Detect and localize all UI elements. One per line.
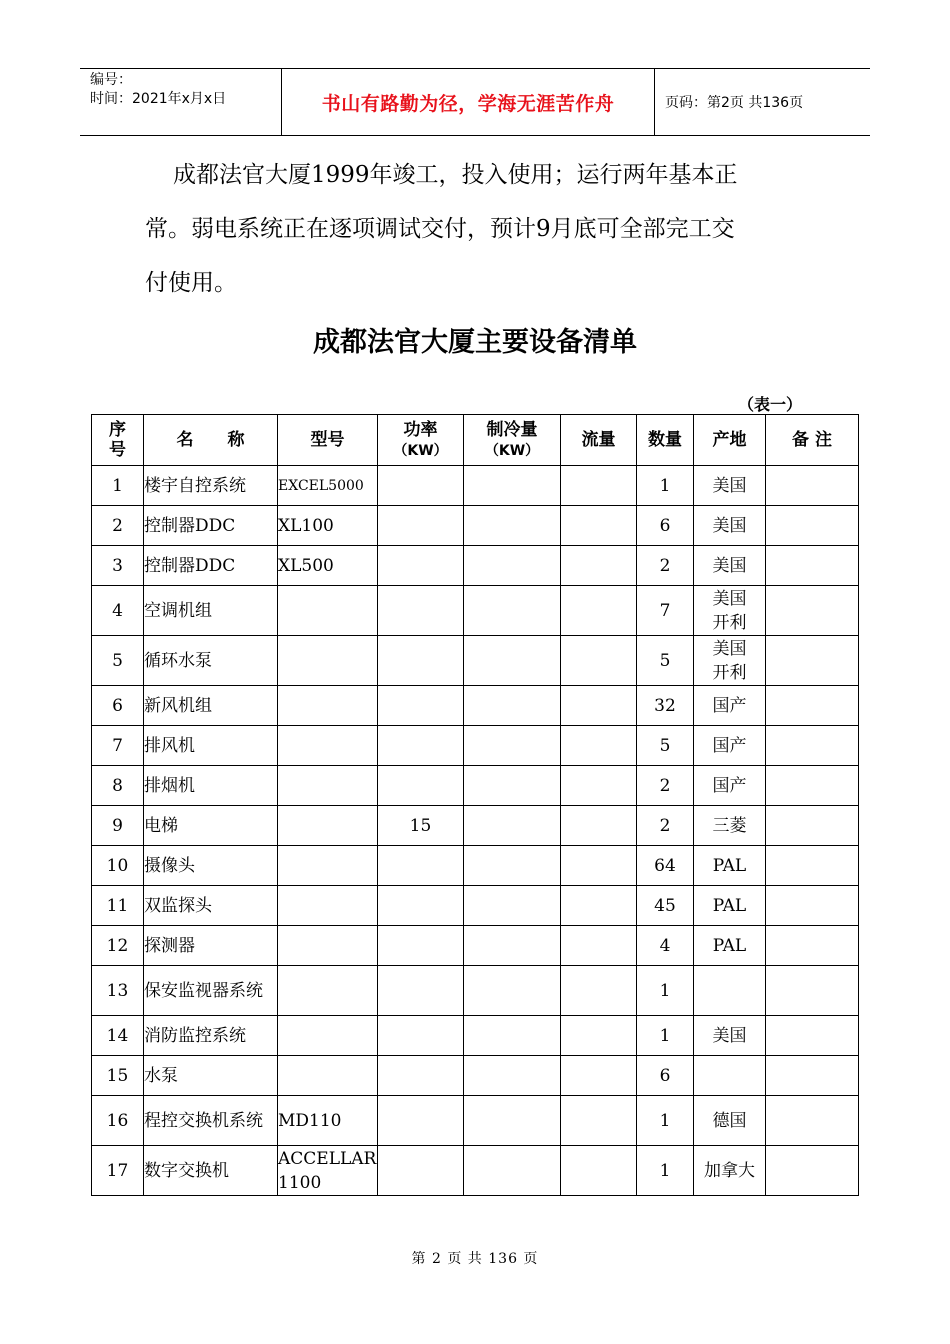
cell-origin: 美国 bbox=[694, 1016, 766, 1056]
cell-cooling bbox=[464, 846, 561, 886]
cell-qty: 45 bbox=[637, 886, 694, 926]
cell-origin: 美国 bbox=[694, 506, 766, 546]
cell-power bbox=[378, 506, 464, 546]
cell-cooling bbox=[464, 766, 561, 806]
cell-name: 探测器 bbox=[144, 926, 278, 966]
cell-model bbox=[278, 766, 378, 806]
cell-power bbox=[378, 1056, 464, 1096]
cell-remark bbox=[766, 1056, 859, 1096]
col-remark: 备 注 bbox=[766, 415, 859, 466]
cell-cooling bbox=[464, 886, 561, 926]
cell-no: 7 bbox=[92, 726, 144, 766]
cell-cooling bbox=[464, 806, 561, 846]
cell-name: 数字交换机 bbox=[144, 1146, 278, 1196]
cell-power bbox=[378, 846, 464, 886]
cell-no: 9 bbox=[92, 806, 144, 846]
cell-flow bbox=[561, 506, 637, 546]
table-row bbox=[92, 546, 859, 586]
cell-flow bbox=[561, 1016, 637, 1056]
cell-remark bbox=[766, 586, 859, 636]
cell-name: 空调机组 bbox=[144, 586, 278, 636]
cell-cooling bbox=[464, 966, 561, 1016]
cell-model bbox=[278, 846, 378, 886]
table-row bbox=[92, 1096, 859, 1146]
cell-qty: 32 bbox=[637, 686, 694, 726]
cell-qty: 5 bbox=[637, 726, 694, 766]
cell-power bbox=[378, 886, 464, 926]
cell-power bbox=[378, 546, 464, 586]
cell-flow bbox=[561, 1056, 637, 1096]
cell-origin: PAL bbox=[694, 886, 766, 926]
cell-cooling bbox=[464, 636, 561, 686]
cell-cooling bbox=[464, 1016, 561, 1056]
cell-qty: 1 bbox=[637, 966, 694, 1016]
date-label: 时间：2021年x月x日 bbox=[90, 91, 227, 107]
cell-origin: 加拿大 bbox=[694, 1146, 766, 1196]
intro-line-2: 常。弱电系统正在逐项调试交付，预计9月底可全部完工交 bbox=[145, 216, 735, 242]
cell-no: 5 bbox=[92, 636, 144, 686]
cell-flow bbox=[561, 1096, 637, 1146]
cell-flow bbox=[561, 806, 637, 846]
cell-power bbox=[378, 766, 464, 806]
cell-flow bbox=[561, 926, 637, 966]
cell-name: 程控交换机系统 bbox=[144, 1096, 278, 1146]
cell-cooling bbox=[464, 506, 561, 546]
cell-no: 8 bbox=[92, 766, 144, 806]
cell-qty: 1 bbox=[637, 1016, 694, 1056]
cell-no: 15 bbox=[92, 1056, 144, 1096]
cell-remark bbox=[766, 926, 859, 966]
cell-no: 1 bbox=[92, 466, 144, 506]
cell-power bbox=[378, 1146, 464, 1196]
page-footer: 第 2 页 共 136 页 bbox=[411, 1251, 539, 1267]
cell-flow bbox=[561, 1146, 637, 1196]
cell-remark bbox=[766, 506, 859, 546]
table-row bbox=[92, 1016, 859, 1056]
table-row bbox=[92, 636, 859, 686]
cell-flow bbox=[561, 846, 637, 886]
cell-qty: 2 bbox=[637, 766, 694, 806]
cell-flow bbox=[561, 766, 637, 806]
cell-model: EXCEL5000 bbox=[278, 466, 378, 506]
cell-no: 14 bbox=[92, 1016, 144, 1056]
cell-origin: PAL bbox=[694, 846, 766, 886]
cell-cooling bbox=[464, 926, 561, 966]
cell-no: 11 bbox=[92, 886, 144, 926]
cell-power bbox=[378, 586, 464, 636]
cell-origin: PAL bbox=[694, 926, 766, 966]
table-note: （表一） bbox=[738, 395, 803, 414]
cell-model: ACCELLAR 1100 bbox=[278, 1146, 378, 1196]
table-header-row bbox=[92, 415, 859, 466]
cell-name: 双监探头 bbox=[144, 886, 278, 926]
table-row bbox=[92, 1146, 859, 1196]
table-row bbox=[92, 466, 859, 506]
cell-qty: 1 bbox=[637, 1096, 694, 1146]
cell-qty: 7 bbox=[637, 586, 694, 636]
header-meta bbox=[80, 69, 282, 135]
col-cooling: 制冷量 （KW） bbox=[464, 415, 561, 466]
table-row bbox=[92, 1056, 859, 1096]
table-row bbox=[92, 846, 859, 886]
cell-origin: 三菱 bbox=[694, 806, 766, 846]
cell-model bbox=[278, 586, 378, 636]
cell-flow bbox=[561, 966, 637, 1016]
cell-name: 控制器DDC bbox=[144, 506, 278, 546]
cell-flow bbox=[561, 636, 637, 686]
table-title: 成都法官大厦主要设备清单 bbox=[313, 327, 637, 358]
header-page-info: 页码：第2页 共136页 bbox=[665, 95, 804, 111]
cell-origin: 国产 bbox=[694, 726, 766, 766]
cell-cooling bbox=[464, 586, 561, 636]
cell-qty: 5 bbox=[637, 636, 694, 686]
cell-remark bbox=[766, 636, 859, 686]
cell-flow bbox=[561, 726, 637, 766]
cell-power bbox=[378, 1016, 464, 1056]
cell-remark bbox=[766, 806, 859, 846]
cell-power bbox=[378, 726, 464, 766]
intro-paragraph bbox=[145, 148, 813, 310]
col-name: 名 称 bbox=[144, 415, 278, 466]
cell-cooling bbox=[464, 466, 561, 506]
cell-cooling bbox=[464, 1056, 561, 1096]
cell-origin: 美国 开利 bbox=[694, 636, 766, 686]
cell-model bbox=[278, 726, 378, 766]
cell-name: 摄像头 bbox=[144, 846, 278, 886]
cell-no: 10 bbox=[92, 846, 144, 886]
cell-origin: 国产 bbox=[694, 766, 766, 806]
cell-power bbox=[378, 926, 464, 966]
cell-model: MD110 bbox=[278, 1096, 378, 1146]
cell-model bbox=[278, 966, 378, 1016]
cell-name: 水泵 bbox=[144, 1056, 278, 1096]
cell-origin: 美国 开利 bbox=[694, 586, 766, 636]
cell-remark bbox=[766, 1096, 859, 1146]
equipment-table bbox=[91, 414, 859, 1196]
cell-no: 16 bbox=[92, 1096, 144, 1146]
cell-cooling bbox=[464, 1146, 561, 1196]
col-seq: 序 号 bbox=[92, 415, 144, 466]
cell-origin bbox=[694, 966, 766, 1016]
cell-model bbox=[278, 686, 378, 726]
cell-model bbox=[278, 1016, 378, 1056]
cell-name: 控制器DDC bbox=[144, 546, 278, 586]
cell-remark bbox=[766, 966, 859, 1016]
header-motto: 书山有路勤为径，学海无涯苦作舟 bbox=[282, 69, 655, 135]
cell-model bbox=[278, 636, 378, 686]
table-row bbox=[92, 966, 859, 1016]
cell-origin: 美国 bbox=[694, 466, 766, 506]
cell-remark bbox=[766, 886, 859, 926]
cell-model bbox=[278, 1056, 378, 1096]
cell-no: 12 bbox=[92, 926, 144, 966]
cell-flow bbox=[561, 886, 637, 926]
cell-cooling bbox=[464, 686, 561, 726]
cell-flow bbox=[561, 546, 637, 586]
cell-model: XL100 bbox=[278, 506, 378, 546]
page-header bbox=[80, 68, 870, 136]
cell-model bbox=[278, 886, 378, 926]
cell-remark bbox=[766, 546, 859, 586]
cell-remark bbox=[766, 846, 859, 886]
col-power: 功率 （KW） bbox=[378, 415, 464, 466]
cell-qty: 1 bbox=[637, 466, 694, 506]
intro-line-1: 成都法官大厦1999年竣工，投入使用；运行两年基本正 bbox=[173, 162, 738, 188]
cell-name: 楼宇自控系统 bbox=[144, 466, 278, 506]
cell-remark bbox=[766, 766, 859, 806]
cell-power bbox=[378, 686, 464, 726]
cell-power bbox=[378, 966, 464, 1016]
cell-name: 电梯 bbox=[144, 806, 278, 846]
cell-name: 循环水泵 bbox=[144, 636, 278, 686]
cell-model: XL500 bbox=[278, 546, 378, 586]
cell-qty: 2 bbox=[637, 806, 694, 846]
cell-no: 2 bbox=[92, 506, 144, 546]
cell-power bbox=[378, 636, 464, 686]
cell-remark bbox=[766, 1016, 859, 1056]
serial-label: 编号： bbox=[90, 72, 132, 88]
cell-remark bbox=[766, 466, 859, 506]
col-model: 型号 bbox=[278, 415, 378, 466]
cell-flow bbox=[561, 466, 637, 506]
table-row bbox=[92, 686, 859, 726]
cell-remark bbox=[766, 1146, 859, 1196]
cell-origin: 德国 bbox=[694, 1096, 766, 1146]
cell-power: 15 bbox=[378, 806, 464, 846]
cell-qty: 4 bbox=[637, 926, 694, 966]
cell-name: 保安监视器系统 bbox=[144, 966, 278, 1016]
cell-cooling bbox=[464, 1096, 561, 1146]
cell-flow bbox=[561, 686, 637, 726]
cell-qty: 6 bbox=[637, 506, 694, 546]
cell-qty: 64 bbox=[637, 846, 694, 886]
table-row bbox=[92, 506, 859, 546]
table-row bbox=[92, 806, 859, 846]
cell-name: 新风机组 bbox=[144, 686, 278, 726]
col-flow: 流量 bbox=[561, 415, 637, 466]
cell-no: 3 bbox=[92, 546, 144, 586]
cell-name: 排烟机 bbox=[144, 766, 278, 806]
cell-remark bbox=[766, 726, 859, 766]
cell-no: 6 bbox=[92, 686, 144, 726]
cell-remark bbox=[766, 686, 859, 726]
cell-name: 排风机 bbox=[144, 726, 278, 766]
cell-origin: 美国 bbox=[694, 546, 766, 586]
cell-no: 17 bbox=[92, 1146, 144, 1196]
cell-name: 消防监控系统 bbox=[144, 1016, 278, 1056]
cell-qty: 1 bbox=[637, 1146, 694, 1196]
cell-qty: 6 bbox=[637, 1056, 694, 1096]
cell-flow bbox=[561, 586, 637, 636]
cell-power bbox=[378, 466, 464, 506]
cell-model bbox=[278, 806, 378, 846]
cell-cooling bbox=[464, 546, 561, 586]
intro-line-3: 付使用。 bbox=[145, 270, 237, 296]
cell-power bbox=[378, 1096, 464, 1146]
table-row bbox=[92, 726, 859, 766]
cell-origin bbox=[694, 1056, 766, 1096]
table-row bbox=[92, 766, 859, 806]
cell-qty: 2 bbox=[637, 546, 694, 586]
table-row bbox=[92, 886, 859, 926]
col-qty: 数量 bbox=[637, 415, 694, 466]
cell-cooling bbox=[464, 726, 561, 766]
cell-no: 4 bbox=[92, 586, 144, 636]
table-row bbox=[92, 926, 859, 966]
cell-no: 13 bbox=[92, 966, 144, 1016]
cell-model bbox=[278, 926, 378, 966]
col-origin: 产地 bbox=[694, 415, 766, 466]
cell-origin: 国产 bbox=[694, 686, 766, 726]
table-row bbox=[92, 586, 859, 636]
